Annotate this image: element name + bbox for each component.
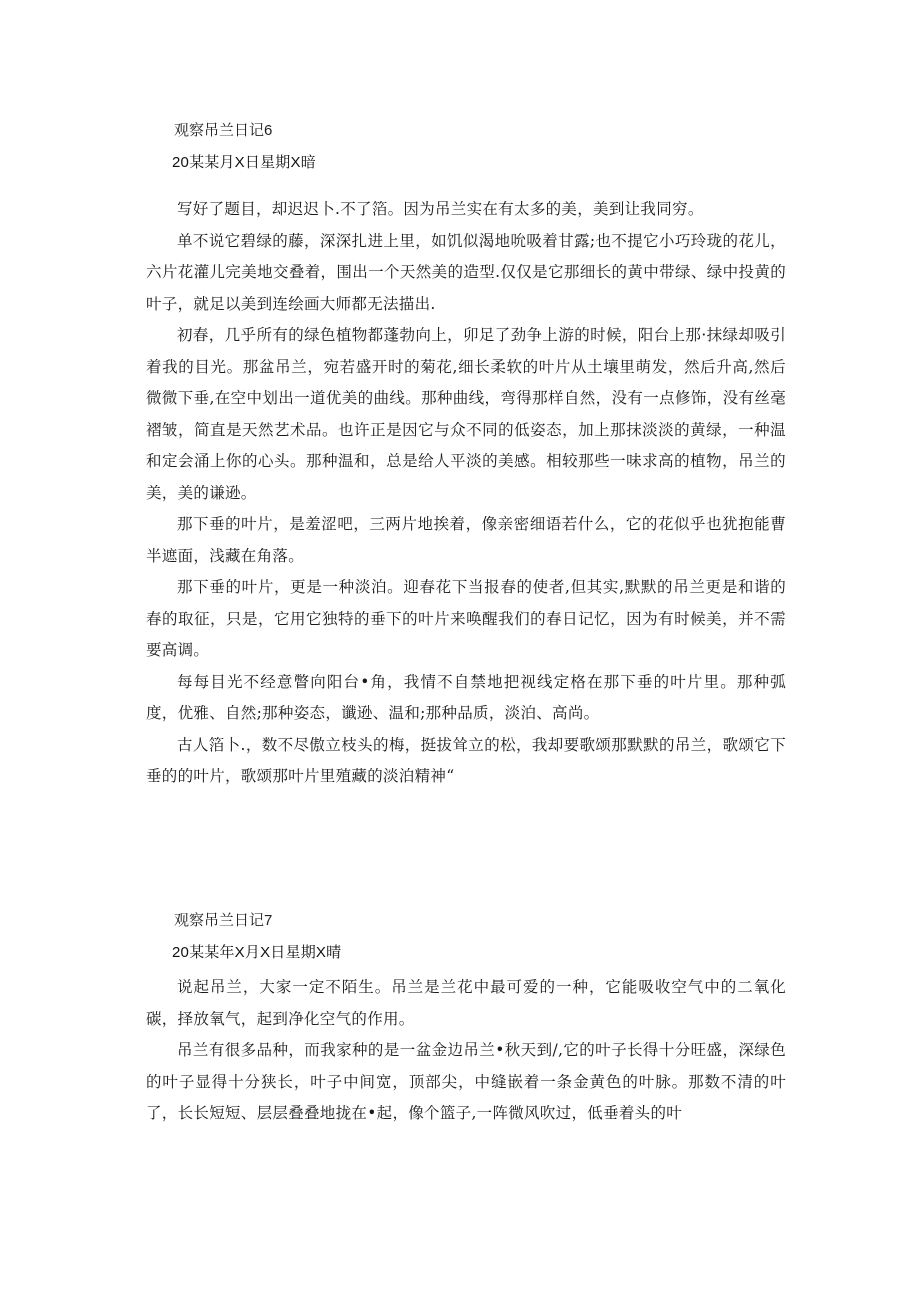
entry-title: 观察吊兰日记7 bbox=[174, 912, 273, 929]
paragraph: 那下垂的叶片，更是一种淡泊。迎春花下当报春的使者,但其实,默默的吊兰更是和谐的春的取征，只是，它用它独特的垂下的叶片来唤醒我们的春日记忆，因为有时候美，并不需要高调。 bbox=[146, 578, 786, 659]
diary-entry-7 bbox=[146, 908, 786, 1130]
paragraph: 说起吊兰，大家一定不陌生。吊兰是兰花中最可爱的一种，它能吸收空气中的二氧化碳，择放氧气，起到净化空气的作用。 bbox=[146, 978, 786, 1028]
paragraph: 每每目光不经意瞥向阳台•角，我情不自禁地把视线定格在那下垂的叶片里。那种弧度，优雅、自然;那种姿态，谶逊、温和;那种品质，淡泊、高尚。 bbox=[146, 672, 786, 722]
paragraph: 写好了题目，却迟迟卜.不了箔。因为吊兰实在有太多的美，美到让我同穷。 bbox=[177, 200, 704, 218]
paragraph: 那下垂的叶片，是羞涩吧，三两片地挨着，像亲密细语若什么，它的花似乎也犹抱能曹半遮面，浅藏在角落。 bbox=[146, 515, 786, 565]
paragraph: 初春，几乎所有的绿色植物都蓬勃向上，卯足了劲争上游的时候，阳台上那·抹绿却吸引着我的目光。那盆吊兰，宛若盛开时的菊花,细长柔软的叶片从土壤里萌发，然后升高,然后微微下垂,在空中划出一道优美的曲线。那种曲线，弯得那样自然，没有一点修饰，没有丝毫褶皱，简直是天然艺术品。也许正是因它与众不同的低姿态，加上那抹淡淡的黄绿，一种温和定会涌上你的心头。那种温和，总是给人平淡的美感。相较那些一味求高的植物，吊兰的美，美的谦逊。 bbox=[146, 326, 786, 502]
paragraph: 单不说它碧绿的藤，深深扎进上里，如饥似渴地吮吸着甘露;也不提它小巧玲珑的花儿，六片花灌儿完美地交叠着，围出一个天然美的造型.仅仅是它那细长的黄中带绿、绿中投黄的叶子，就足以美到连绘画大师都无法描出. bbox=[146, 231, 786, 313]
paragraph: 古人箔卜.，数不尽傲立枝头的梅，挺拔耸立的松，我却要歌颂那默默的吊兰，歌颂它下垂的的叶片，歌颂那叶片里殖藏的淡泊精神“ bbox=[146, 735, 786, 785]
entry-date: 20某某年X月X日星期X晴 bbox=[172, 944, 342, 961]
entry-title: 观察吊兰日记6 bbox=[174, 122, 273, 139]
entry-date: 20某某月X日星期X暗 bbox=[172, 154, 316, 171]
diary-entry-6 bbox=[146, 118, 786, 793]
paragraph: 吊兰有很多品种，而我家种的是一盆金边吊兰•秋天到/,它的叶子长得十分旺盛，深绿色的叶子显得十分狭长，叶子中间宽，顶部尖，中缝嵌着一条金黄色的叶脉。那数不清的叶了，长长短短、层层叠叠地拢在•起，像个篮子,一阵微风吹过，低垂着头的叶 bbox=[146, 1041, 786, 1122]
